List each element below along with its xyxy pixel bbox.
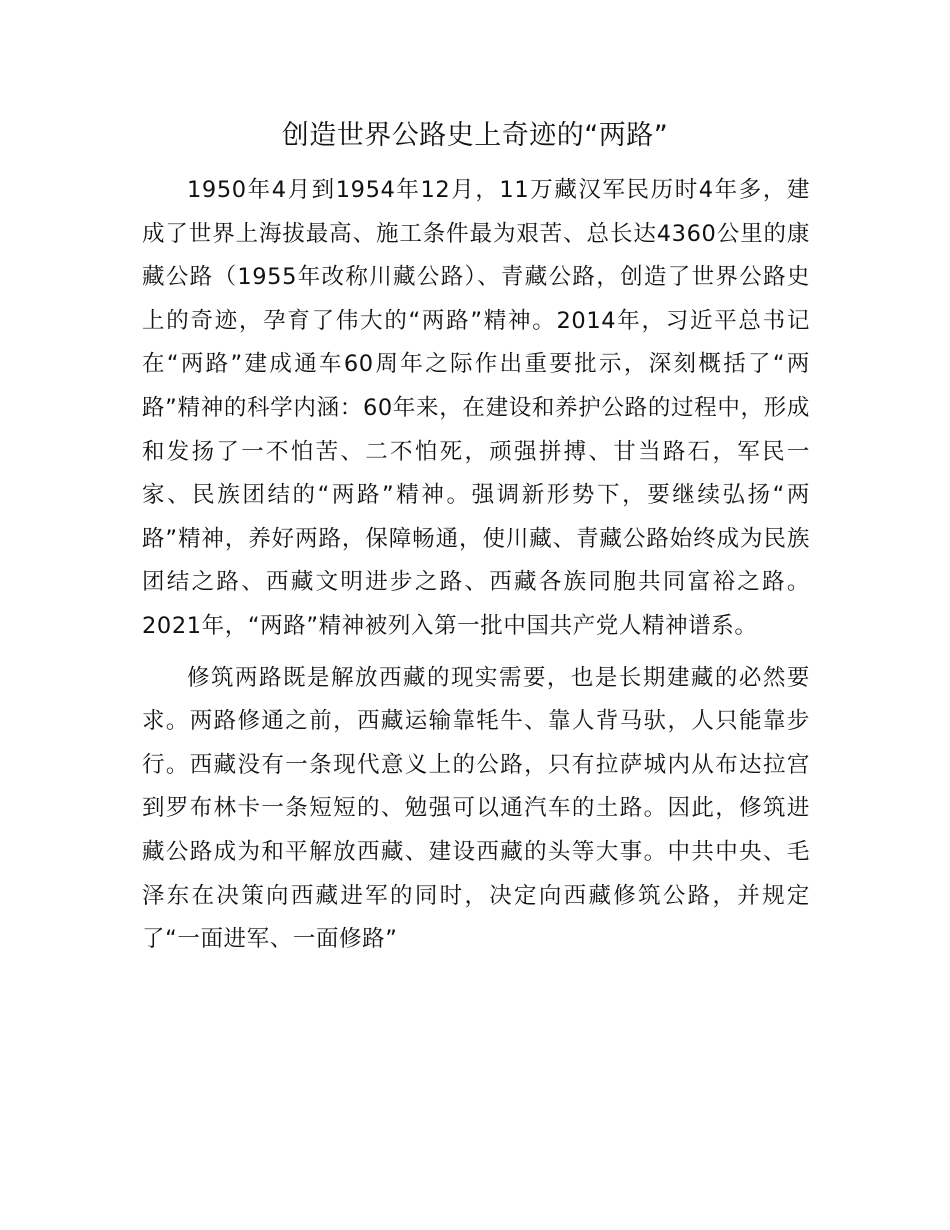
document-title: 创造世界公路史上奇迹的“两路”: [281, 120, 669, 151]
paragraph-2: 修筑两路既是解放西藏的现实需要，也是长期建藏的必然要求。两路修通之前，西藏运输靠牦牛、靠人背马驮，人只能靠步行。西藏没有一条现代意义上的公路，只有拉萨城内从布达拉宫到罗布林卡一条短短的、勉强可以通汽车的土路。因此，修筑进藏公路成为和平解放西藏、建设西藏的头等大事。中共中央、毛泽东在决策向西藏进军的同时，决定向西藏修筑公路，并规定了“一面进军、一面修路”: [142, 664, 810, 953]
document-body: [142, 169, 810, 962]
paragraph-1: 1950年4月到1954年12月，11万藏汉军民历时4年多，建成了世界上海拔最高、施工条件最为艰苦、总长达4360公里的康藏公路（1955年改称川藏公路）、青藏公路，创造了世界公路史上的奇迹，孕育了伟大的“两路”精神。2014年，习近平总书记在“两路”建成通车60周年之际作出重要批示，深刻概括了“两路”精神的科学内涵：60年来，在建设和养护公路的过程中，形成和发扬了一不怕苦、二不怕死，顽强拼搏、甘当路石，军民一家、民族团结的“两路”精神。强调新形势下，要继续弘扬“两路”精神，养好两路，保障畅通，使川藏、青藏公路始终成为民族团结之路、西藏文明进步之路、西藏各族同胞共同富裕之路。2021年，“两路”精神被列入第一批中国共产党人精神谱系。: [142, 177, 810, 639]
